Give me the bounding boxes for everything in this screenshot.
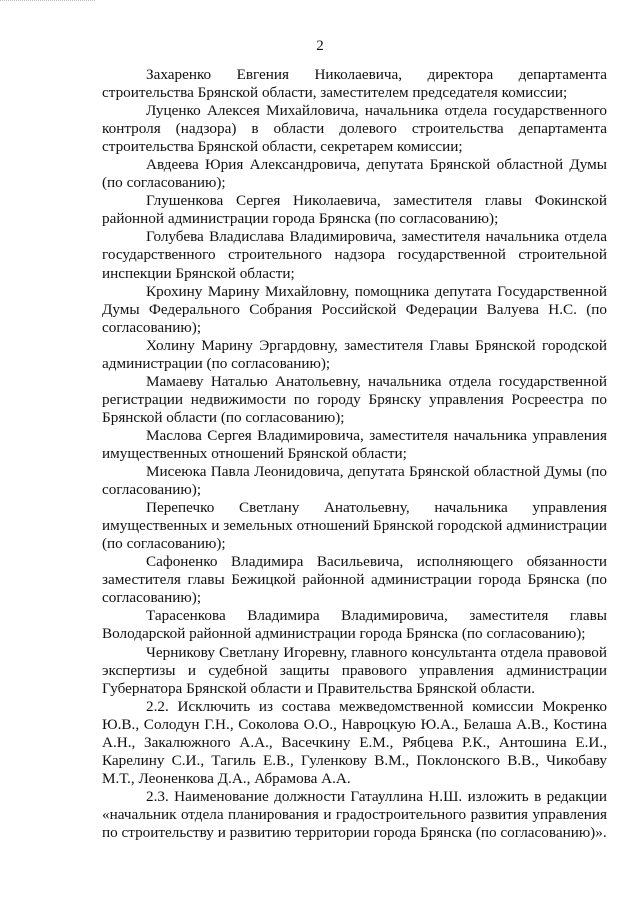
paragraph: Мамаеву Наталью Анатольевну, начальника отдела государственной регистрации недвижимости по городу Брянску управления Росреестра по Брянской области (по согласованию); — [102, 372, 607, 426]
paragraph: Мисеюка Павла Леонидовича, депутата Брянской областной Думы (по согласованию); — [102, 463, 607, 499]
paragraph: Сафоненко Владимира Васильевича, исполняющего обязанности заместителя главы Бежицкой районной администрации города Брянска (по согласованию); — [102, 553, 607, 607]
scan-edge-mark — [0, 0, 95, 7]
paragraph: Перепечко Светлану Анатольевну, начальника управления имущественных и земельных отношений Брянской городской администрации (по согласованию); — [102, 499, 607, 553]
paragraph: Авдеева Юрия Александровича, депутата Брянской областной Думы (по согласованию); — [102, 156, 607, 192]
paragraph: Черникову Светлану Игоревну, главного консультанта отдела правовой экспертизы и судебной защиты правового управления администрации Губернатора Брянской области и Правительства Брянской области. — [102, 643, 607, 697]
paragraph: 2.2. Исключить из состава межведомственной комиссии Мокренко Ю.В., Солодун Г.Н., Соколова О.О., Навроцкую Ю.А., Белаша А.В., Костина А.Н., Закалюжного А.А., Васечкину Е.М., Рябцева Р.К., Антошина Е.И., Карелину С.И., Тагиль Е.В., Гуленкову В.М., Поклонского В.В., Чикобаву М.Т., Леоненкова Д.А., Абрамова А.А. — [102, 697, 607, 787]
paragraph: Маслова Сергея Владимировича, заместителя начальника управления имущественных отношений Брянской области; — [102, 426, 607, 462]
paragraph: Захаренко Евгения Николаевича, директора департамента строительства Брянской области, заместителем председателя комиссии; — [102, 66, 607, 102]
paragraph: Луценко Алексея Михайловича, начальника отдела государственного контроля (надзора) в области долевого строительства департамента строительства Брянской области, секретарем комиссии; — [102, 102, 607, 156]
page-number: 2 — [316, 38, 324, 54]
paragraph: Голубева Владислава Владимировича, заместителя начальника отдела государственного строительного надзора государственной строительной инспекции Брянской области; — [102, 228, 607, 282]
paragraph: Холину Марину Эргардовну, заместителя Главы Брянской городской администрации (по согласованию); — [102, 336, 607, 372]
paragraph: Крохину Марину Михайловну, помощника депутата Государственной Думы Федерального Собрания Российской Федерации Валуева Н.С. (по согласованию); — [102, 282, 607, 336]
paragraph: Тарасенкова Владимира Владимировича, заместителя главы Володарской районной администрации города Брянска (по согласованию); — [102, 607, 607, 643]
paragraph: 2.3. Наименование должности Гатауллина Н.Ш. изложить в редакции «начальник отдела планирования и градостроительного развития управления по строительству и развитию территории города Брянска (по согласованию)». — [102, 787, 607, 841]
document-body — [102, 66, 607, 842]
paragraph: Глушенкова Сергея Николаевича, заместителя главы Фокинской районной администрации города Брянска (по согласованию); — [102, 192, 607, 228]
